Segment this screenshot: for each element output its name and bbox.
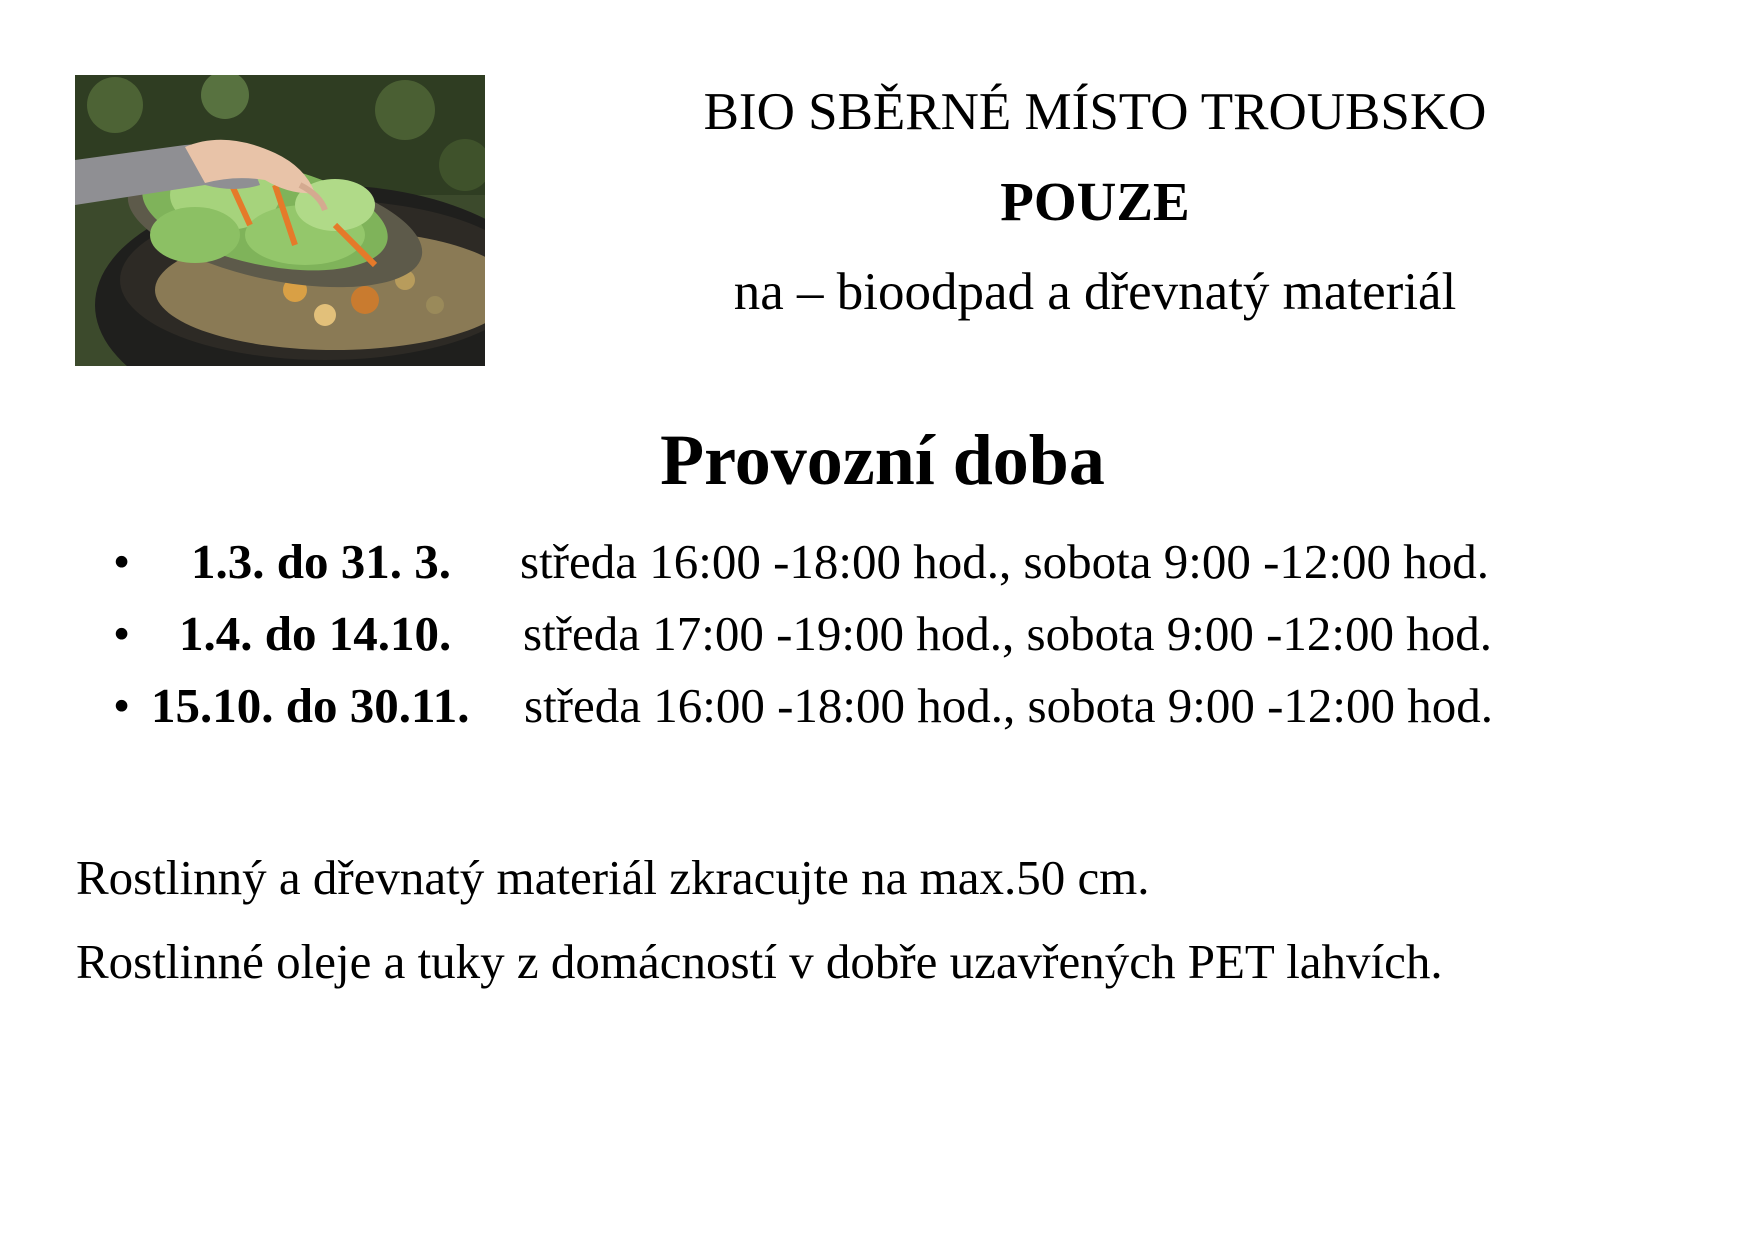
schedule-period: 1.3. do 31. 3. — [191, 534, 452, 589]
accepted-materials: na – bioodpad a dřevnatý materiál — [733, 263, 1457, 321]
bullet-icon: • — [113, 678, 131, 733]
compost-bin-photo — [75, 75, 485, 366]
schedule-period: 15.10. do 30.11. — [151, 678, 470, 733]
section-title — [0, 418, 1755, 502]
bullet-icon: • — [113, 534, 131, 589]
schedule-period: 1.4. do 14.10. — [179, 606, 452, 661]
only-label: POUZE — [1000, 171, 1190, 232]
note-oils-fats: Rostlinné oleje a tuky z domácností v dobře uzavřených PET lahvích. — [76, 934, 1443, 989]
schedule-hours: středa 16:00 -18:00 hod., sobota 9:00 -12:00 hod. — [524, 678, 1494, 733]
note-length-limit: Rostlinný a dřevnatý materiál zkracujte na max.50 cm. — [76, 850, 1150, 905]
schedule-hours: středa 17:00 -19:00 hod., sobota 9:00 -12:00 hod. — [523, 606, 1493, 661]
site-name: BIO SBĚRNÉ MÍSTO TROUBSKO — [703, 83, 1487, 141]
bullet-icon: • — [113, 606, 131, 661]
schedule-hours: středa 16:00 -18:00 hod., sobota 9:00 -12:00 hod. — [520, 534, 1490, 589]
section-title-text: Provozní doba — [660, 420, 1105, 500]
